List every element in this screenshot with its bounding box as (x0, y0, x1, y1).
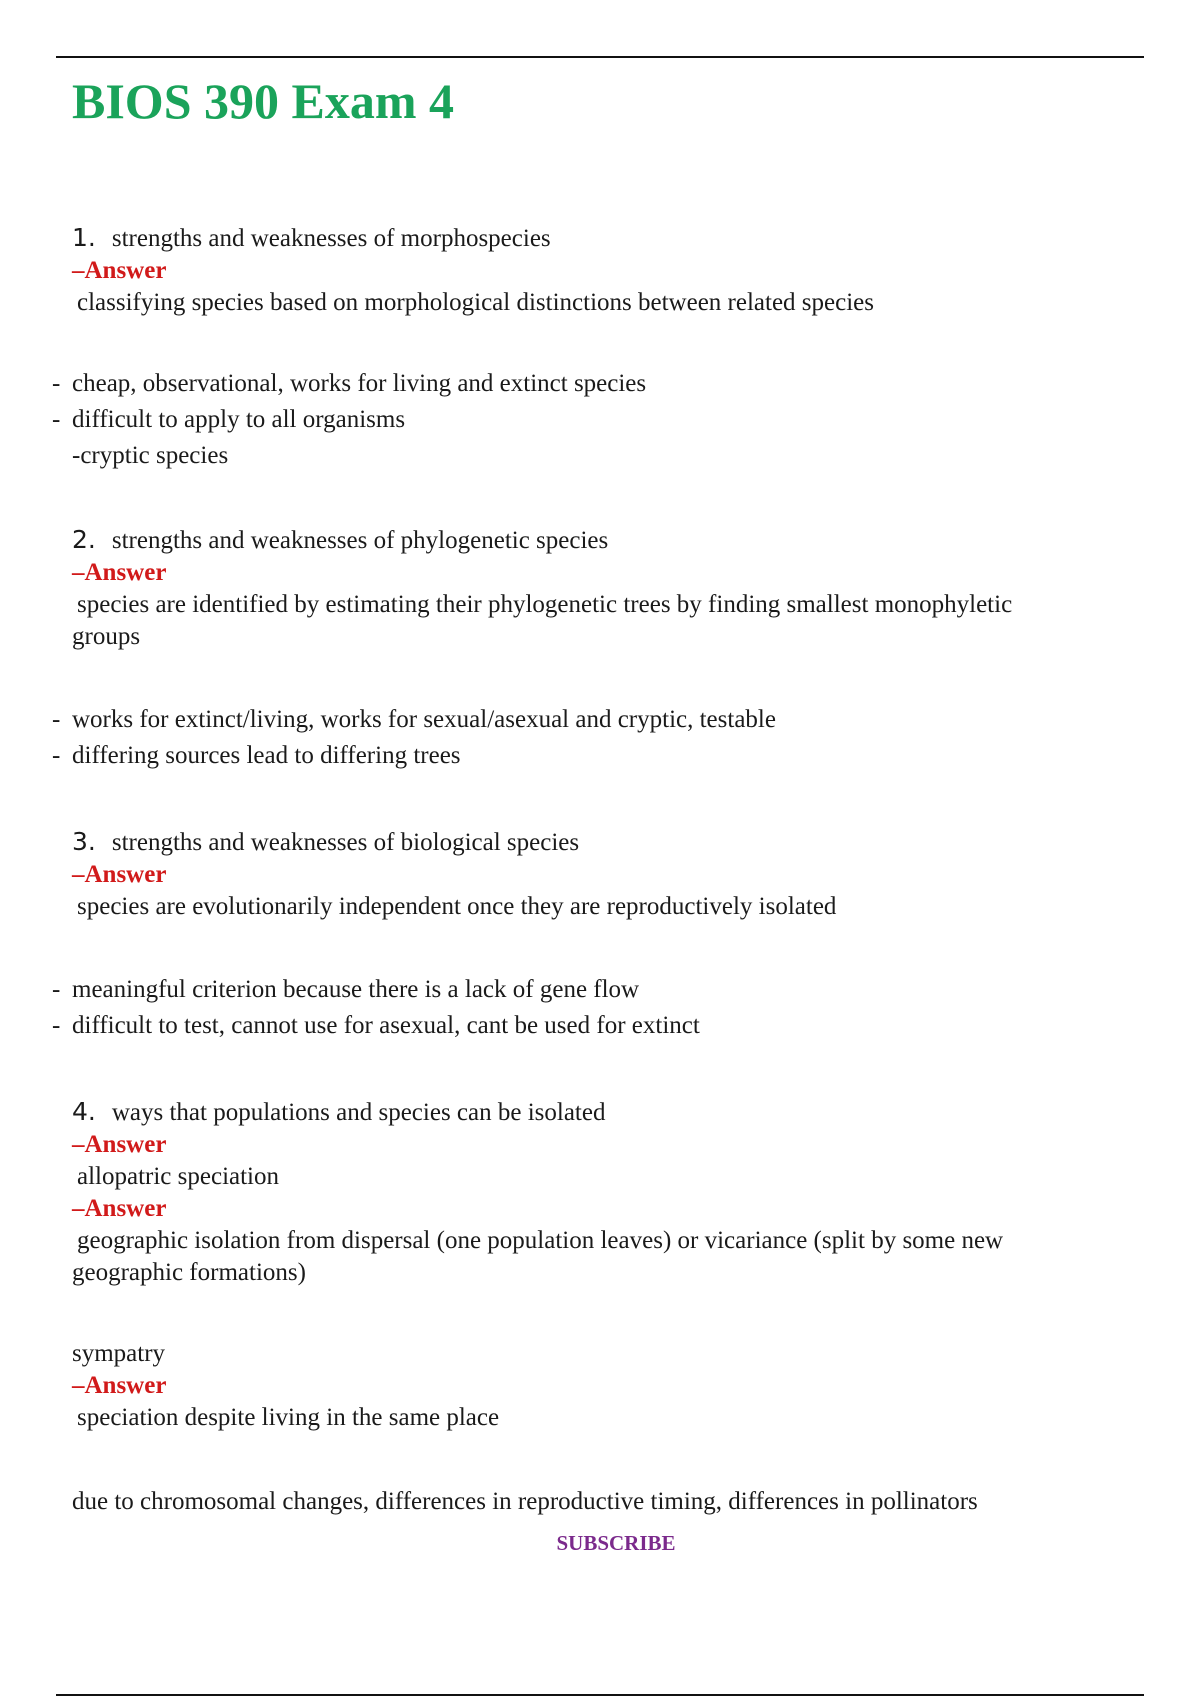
bottom-rule (56, 1694, 1144, 1696)
document-title: BIOS 390 Exam 4 (72, 73, 455, 129)
list-item: - works for extinct/living, works for sexual/asexual and cryptic, testable (52, 706, 776, 733)
question-number: 1. (72, 223, 96, 252)
note-text: -cryptic species (72, 442, 229, 469)
answer-label: –Answer (72, 1195, 167, 1222)
answer-text-continued: groups (72, 623, 141, 650)
question-3-notes (52, 974, 1132, 1042)
answer-text: classifying species based on morphological distinctions between related species (77, 289, 874, 316)
list-item: - differing sources lead to differing trees (52, 742, 461, 769)
answer-label: –Answer (72, 1131, 167, 1158)
sub-question-text: sympatry (72, 1340, 166, 1367)
answer-label: –Answer (72, 861, 167, 888)
question-text: ways that populations and species can be isolated (111, 1099, 606, 1126)
answer-text: geographic isolation from dispersal (one population leaves) or vicariance (split by some new (77, 1227, 1004, 1254)
answer-text: speciation despite living in the same place (77, 1404, 500, 1431)
question-4-sympatry (72, 1338, 1132, 1434)
question-2 (72, 524, 1132, 653)
list-item: - difficult to test, cannot use for asexual, cant be used for extinct (52, 1012, 700, 1039)
question-1 (72, 222, 1132, 319)
answer-label: –Answer (72, 1372, 167, 1399)
note-text: due to chromosomal changes, differences in reproductive timing, differences in pollinators (72, 1488, 978, 1515)
answer-text: species are evolutionarily independent once they are reproductively isolated (77, 893, 837, 920)
question-4-note (72, 1486, 1132, 1518)
question-number: 3. (72, 827, 96, 856)
question-text: strengths and weaknesses of biological species (111, 829, 580, 856)
question-text: strengths and weaknesses of phylogenetic species (111, 527, 609, 554)
question-3 (72, 826, 1132, 923)
question-4 (72, 1096, 1132, 1289)
question-text: strengths and weaknesses of morphospecies (111, 225, 551, 252)
top-rule (56, 56, 1144, 58)
list-item: - meaningful criterion because there is a lack of gene flow (52, 976, 640, 1003)
answer-label: –Answer (72, 559, 167, 586)
subscribe-link[interactable]: SUBSCRIBE (556, 1531, 676, 1555)
question-1-notes (52, 368, 1132, 472)
list-item: - cheap, observational, works for living and extinct species (52, 370, 647, 397)
question-number: 2. (72, 525, 96, 554)
answer-text-continued: geographic formations) (72, 1259, 306, 1286)
answer-text: allopatric speciation (77, 1163, 280, 1190)
question-number: 4. (72, 1097, 96, 1126)
question-2-notes (52, 704, 1132, 772)
answer-label: –Answer (72, 257, 167, 284)
list-item: - difficult to apply to all organisms (52, 406, 406, 433)
answer-text: species are identified by estimating their phylogenetic trees by finding smallest monophyletic (77, 591, 1013, 618)
